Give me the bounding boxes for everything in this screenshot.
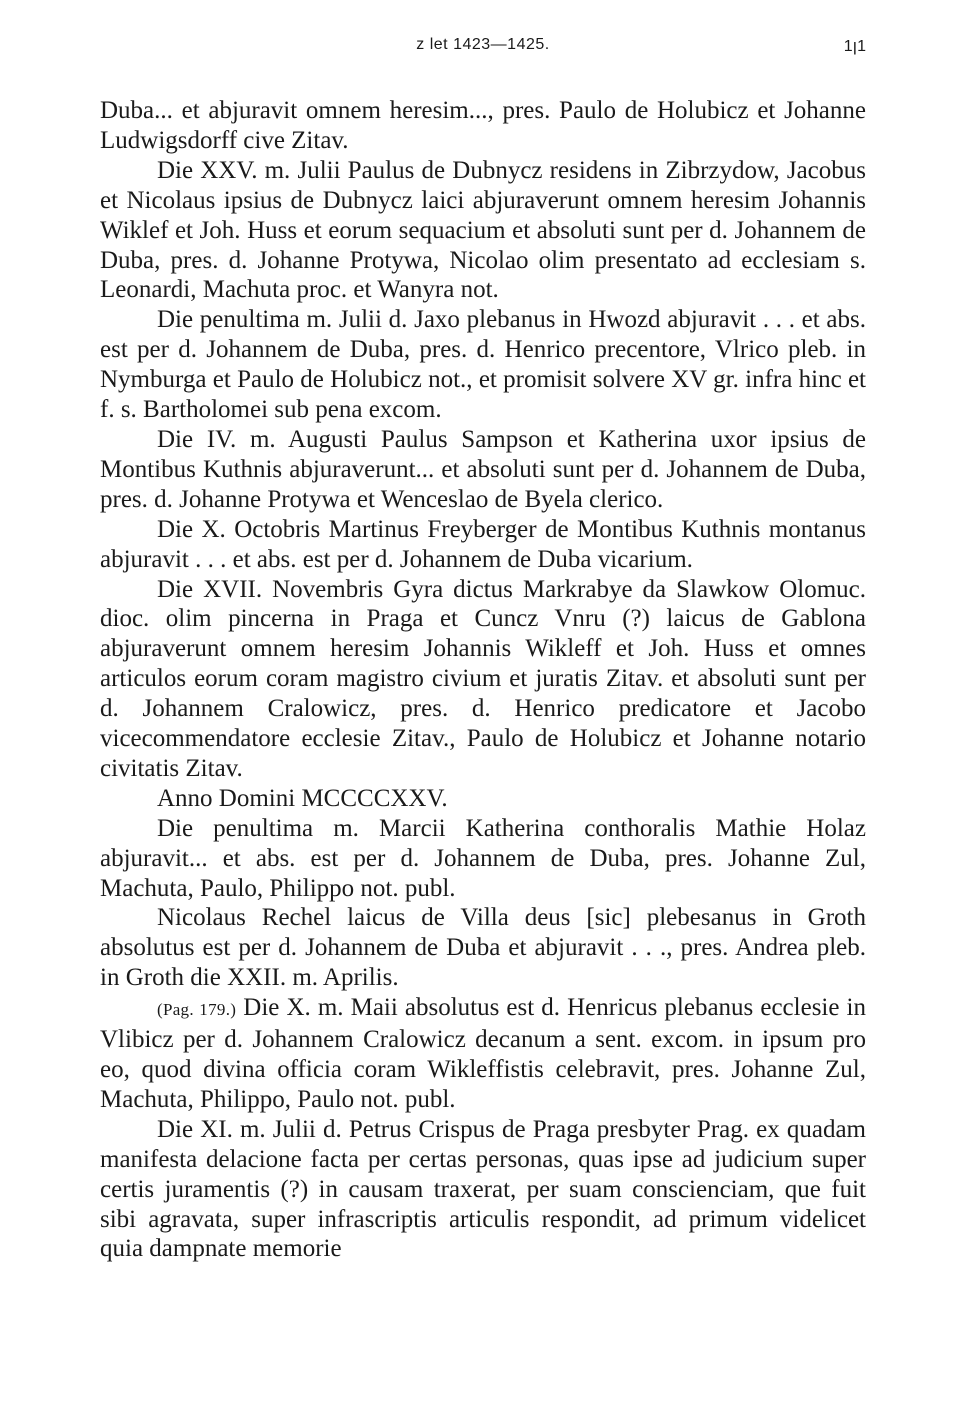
- page-number: 1ꞁ1: [843, 38, 866, 55]
- paragraph-9: [100, 903, 866, 993]
- running-header: [100, 36, 866, 60]
- paragraph-6: [100, 575, 866, 784]
- body-text: [100, 96, 866, 1264]
- year-heading: [100, 784, 866, 814]
- paragraph-text: Anno Domini MCCCCXXV.: [157, 784, 448, 812]
- paragraph-text: Die X. m. Maii absolutus est d. Henricus plebanus ecclesie in Vlibicz per d. Johannem Cralowicz decanum a sent. excom. in ipsum pro eo, quod divina officia coram Wikleffistis celebravit, pres. Johanne Zul, Machuta, Philippo, Paulo not. publ.: [100, 994, 866, 1113]
- paragraph-text: Nicolaus Rechel laicus de Villa deus [sic] plebesanus in Groth absolutus est per d. Johannem de Duba et abjuravit . . ., pres. Andrea pleb. in Groth die XXII. m. Aprilis.: [100, 904, 866, 992]
- paragraph-10: [100, 993, 866, 1115]
- paragraph-text: Duba... et abjuravit omnem heresim..., pres. Paulo de Holubicz et Johanne Ludwigsdorff cive Zitav.: [100, 97, 866, 154]
- paragraph-1: [100, 96, 866, 156]
- paragraph-3: [100, 305, 866, 425]
- paragraph-text: Die XVII. Novembris Gyra dictus Markrabye da Slawkow Olomuc. dioc. olim pincerna in Praga et Cuncz Vnru (?) laicus de Gablona abjuraverunt omnem heresim Johannis Wikleff et Joh. Huss et omnes articulos eorum coram magistro civium et juratis Zitav. et absoluti sunt per d. Johannem Cralowicz, pres. d. Henrico predicatore et Jacobo vicecommendatore ecclesie Zitav., Paulo de Holubicz et Johanne notario civitatis Zitav.: [100, 575, 866, 782]
- paragraph-text: Die XI. m. Julii d. Petrus Crispus de Praga presbyter Prag. ex quadam manifesta delacione facta per certas personas, quas ipse ad judicium super certis juramentis (?) in causam traxerat, per suam conscienciam, que fuit sibi agravata, super infrascriptis articulis respondit, ad primum videlicet quia dampnate memorie: [100, 1115, 866, 1263]
- paragraph-5: [100, 515, 866, 575]
- paragraph-8: [100, 814, 866, 904]
- paragraph-text: Die XXV. m. Julii Paulus de Dubnycz residens in Zibrzydow, Jacobus et Nicolaus ipsius de Dubnycz laici abjuraverunt omnem heresim Johannis Wiklef et Joh. Huss et eorum sequacium et absoluti sunt per d. Johannem de Duba, pres. d. Johanne Protywa, Nicolao olim presentato ad ecclesiam s. Leonardi, Machuta proc. et Wanyra not.: [100, 156, 866, 304]
- paragraph-text: Die penultima m. Marcii Katherina conthoralis Mathie Holaz abjuravit... et abs. est per d. Johannem de Duba, pres. Johanne Zul, Machuta, Paulo, Philippo not. publ.: [100, 814, 866, 902]
- paragraph-text: Die IV. m. Augusti Paulus Sampson et Katherina uxor ipsius de Montibus Kuthnis abjuraverunt... et absoluti sunt per d. Johannem de Duba, pres. d. Johanne Protywa et Wenceslao de Byela clerico.: [100, 425, 866, 513]
- paragraph-2: [100, 156, 866, 306]
- page-reference: (Pag. 179.): [157, 1000, 237, 1020]
- paragraph-4: [100, 425, 866, 515]
- running-title: z let 1423—1425.: [416, 36, 550, 53]
- paragraph-text: Die X. Octobris Martinus Freyberger de Montibus Kuthnis montanus abjuravit . . . et abs. est per d. Johannem de Duba vicarium.: [100, 515, 866, 573]
- paragraph-text: Die penultima m. Julii d. Jaxo plebanus in Hwozd abjuravit . . . et abs. est per d. Johannem de Duba, pres. d. Henrico precentore, Vlrico pleb. in Nymburga et Paulo de Holubicz not., et promisit solvere XV gr. infra hinc et f. s. Bartholomei sub pena excom.: [100, 306, 866, 424]
- paragraph-11: [100, 1115, 866, 1265]
